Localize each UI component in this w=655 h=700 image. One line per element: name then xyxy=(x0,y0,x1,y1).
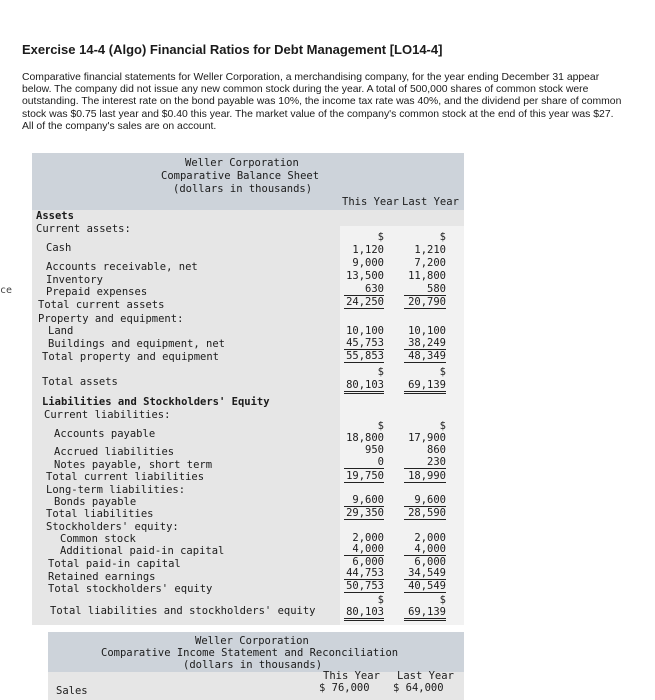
cash-last-currency: $ xyxy=(439,231,446,243)
apic-label: Additional paid-in capital xyxy=(60,545,225,557)
tppe-label: Total property and equipment xyxy=(42,351,220,363)
sales-last-value: $ 64,000 xyxy=(393,682,444,694)
prepaid-last-value: 580 xyxy=(404,283,446,296)
tca-this-value: 24,250 xyxy=(344,296,384,309)
ta-last-currency: $ xyxy=(439,366,446,378)
current-liabilities-heading: Current liabilities: xyxy=(44,409,171,421)
tlse-last-value: 69,139 xyxy=(404,606,446,621)
exercise-title: Exercise 14-4 (Algo) Financial Ratios for Debt Management [LO14-4] xyxy=(22,42,443,57)
tlse-last-currency: $ xyxy=(439,594,446,606)
re-last-value: 34,549 xyxy=(404,567,446,580)
cash-this-value: 1,120 xyxy=(352,244,384,256)
ap-label: Accounts payable xyxy=(54,428,156,440)
bonds-last-value: 9,600 xyxy=(404,494,446,507)
re-label: Retained earnings xyxy=(48,571,156,583)
tse-label: Total stockholders' equity xyxy=(48,583,213,595)
tl-label: Total liabilities xyxy=(46,508,154,520)
is-title: Comparative Income Statement and Reconciliation xyxy=(101,647,399,659)
notes-payable-label: Notes payable, short term xyxy=(54,459,213,471)
tca-last-value: 20,790 xyxy=(404,296,446,309)
ta-label: Total assets xyxy=(42,376,118,388)
bs-company: Weller Corporation xyxy=(185,157,299,169)
tl-last-value: 28,590 xyxy=(404,507,446,520)
ap-this-value: 18,800 xyxy=(346,432,384,444)
apic-last-value: 4,000 xyxy=(404,543,446,556)
tca-label: Total current assets xyxy=(38,299,165,311)
bs-title: Comparative Balance Sheet xyxy=(161,170,320,182)
tlse-this-currency: $ xyxy=(377,594,384,606)
bs-col-last-year: Last Year xyxy=(402,196,459,208)
land-this-value: 10,100 xyxy=(346,325,384,337)
stockholders-equity-heading: Stockholders' equity: xyxy=(46,521,179,533)
tpic-last-value: 6,000 xyxy=(414,556,446,568)
sales-this-value: $ 76,000 xyxy=(319,682,370,694)
cash-label: Cash xyxy=(46,242,72,254)
inventory-last-value: 11,800 xyxy=(408,270,446,282)
tse-last-value: 40,549 xyxy=(404,580,446,593)
buildings-this-value: 45,753 xyxy=(344,337,384,350)
ar-label: Accounts receivable, net xyxy=(46,261,198,273)
liabilities-equity-heading: Liabilities and Stockholders' Equity xyxy=(42,396,270,408)
current-assets-heading: Current assets: xyxy=(36,223,131,235)
tcl-this-value: 19,750 xyxy=(344,470,384,483)
land-label: Land xyxy=(48,325,74,337)
tpic-this-value: 6,000 xyxy=(352,556,384,568)
ta-this-currency: $ xyxy=(377,366,384,378)
ar-this-value: 9,000 xyxy=(352,257,384,269)
tse-this-value: 50,753 xyxy=(344,580,384,593)
accrued-last-value: 860 xyxy=(427,444,446,456)
inventory-this-value: 13,500 xyxy=(346,270,384,282)
sales-label: Sales xyxy=(56,685,88,697)
apic-this-value: 4,000 xyxy=(344,543,384,556)
buildings-label: Buildings and equipment, net xyxy=(48,338,226,350)
bs-col-this-year: This Year xyxy=(342,196,399,208)
prepaid-this-value: 630 xyxy=(344,283,384,296)
cash-this-currency: $ xyxy=(377,231,384,243)
tlse-label: Total liabilities and stockholders' equity xyxy=(50,605,316,617)
accrued-this-value: 950 xyxy=(365,444,384,456)
ppe-heading: Property and equipment: xyxy=(38,313,184,325)
assets-heading: Assets xyxy=(36,210,74,222)
ar-last-value: 7,200 xyxy=(414,257,446,269)
ta-this-value: 80,103 xyxy=(344,379,384,394)
bs-units: (dollars in thousands) xyxy=(173,183,313,195)
is-units: (dollars in thousands) xyxy=(183,659,323,671)
ta-last-value: 69,139 xyxy=(404,379,446,394)
notes-payable-this-value: 0 xyxy=(344,456,384,469)
tcl-last-value: 18,990 xyxy=(404,470,446,483)
long-term-liabilities-heading: Long-term liabilities: xyxy=(46,484,186,496)
is-col-last-year: Last Year xyxy=(397,670,454,682)
common-stock-last-value: 2,000 xyxy=(414,532,446,544)
common-stock-label: Common stock xyxy=(60,533,136,545)
intro-paragraph: Comparative financial statements for Weller Corporation, a merchandising company, for the year ending December 31 appear below. The company did not issue any new common stock during the year. A total of 500,000 shares of common stock were outstanding. The interest rate on the bond payable was 10%, the income tax rate was 40%, and the dividend per share of common stock was $0.75 last year and $0.40 this year. The market value of the company's common stock at the end of this year was $27. All of the company's sales are on account. xyxy=(22,72,622,132)
notes-payable-last-value: 230 xyxy=(404,456,446,469)
tcl-label: Total current liabilities xyxy=(46,471,205,483)
side-tab-label: ce xyxy=(0,285,13,296)
bonds-label: Bonds payable xyxy=(54,496,137,508)
ap-last-currency: $ xyxy=(439,420,446,432)
tppe-this-value: 55,853 xyxy=(344,350,384,363)
ap-last-value: 17,900 xyxy=(408,432,446,444)
cash-last-value: 1,210 xyxy=(414,244,446,256)
ap-this-currency: $ xyxy=(377,420,384,432)
bonds-this-value: 9,600 xyxy=(344,494,384,507)
accrued-label: Accrued liabilities xyxy=(54,446,175,458)
tl-this-value: 29,350 xyxy=(344,507,384,520)
is-col-this-year: This Year xyxy=(323,670,380,682)
inventory-label: Inventory xyxy=(46,274,103,286)
land-last-value: 10,100 xyxy=(408,325,446,337)
prepaid-label: Prepaid expenses xyxy=(46,286,148,298)
common-stock-this-value: 2,000 xyxy=(352,532,384,544)
tpic-label: Total paid-in capital xyxy=(48,558,181,570)
buildings-last-value: 38,249 xyxy=(404,337,446,350)
tlse-this-value: 80,103 xyxy=(344,606,384,621)
is-company: Weller Corporation xyxy=(195,635,309,647)
re-this-value: 44,753 xyxy=(344,567,384,580)
tppe-last-value: 48,349 xyxy=(404,350,446,363)
